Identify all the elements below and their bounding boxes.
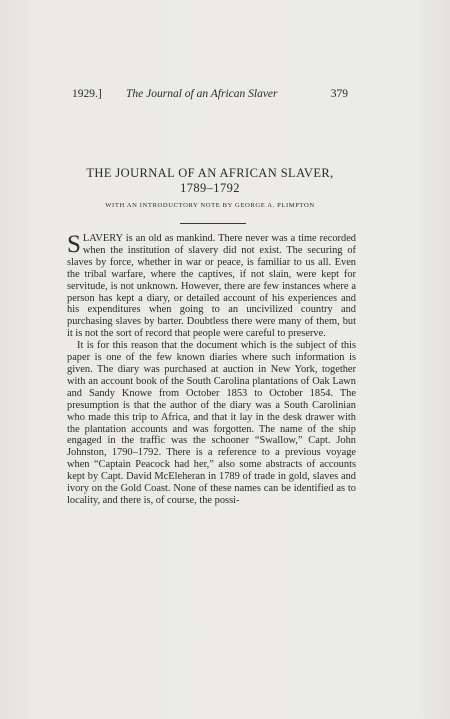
article-title-dates: 1789–1792 bbox=[180, 181, 240, 195]
running-title: The Journal of an African Slaver bbox=[126, 88, 278, 100]
page-number: 379 bbox=[330, 88, 348, 100]
drop-cap: S bbox=[67, 231, 81, 258]
running-head bbox=[72, 88, 348, 104]
byline: WITH AN INTRODUCTORY NOTE BY GEORGE A. PLIMPTON bbox=[105, 202, 315, 209]
article-body bbox=[67, 233, 356, 507]
article-title-line1: THE JOURNAL OF AN AFRICAN SLAVER, bbox=[86, 166, 334, 180]
volume-date: 1929.] bbox=[72, 88, 102, 100]
divider-rule bbox=[180, 223, 246, 224]
paragraph-2: It is for this reason that the document which is the subject of this paper is one of the few known diaries where such information is given. The diary was purchased at auction in New York, together with an account book of the South Carolina plantations of Oak Lawn and Sandy Knowe from October 1853 to October 1854. The presumption is that the author of the diary was a South Carolinian who made this trip to Africa, and that it lay in the desk drawer with the plantation accounts and was forgotten. The name of the ship engaged in the traffic was the schooner “Swallow,” Capt. John Johnston, 1790–1792. There is a reference to a previous voyage when “Captain Peacock had her,” also some abstracts of accounts kept by Capt. David McEleheran in 1789 of trade in gold, slaves and ivory on the Gold Coast. None of these names can be identified as to locality, and there is, of course, the possi- bbox=[67, 340, 356, 506]
paragraph-1 bbox=[67, 233, 356, 340]
article-title bbox=[60, 166, 360, 196]
paragraph-1-text: LAVERY is an old as mankind. There never was a time recorded when the institution of slavery did not exist. The securing of slaves by force, whether in war or peace, is familiar to us all. Even the tribal warfare, where the captives, if not slain, were kept for servitude, is not unknown. However, there are few instances where a person has kept a diary, or detailed account of his experiences and his expenditures when going to an uncivilized country and purchasing slaves by barter. Doubtless there were many of them, but it is not the sort of record that people were careful to preserve. bbox=[67, 233, 356, 340]
